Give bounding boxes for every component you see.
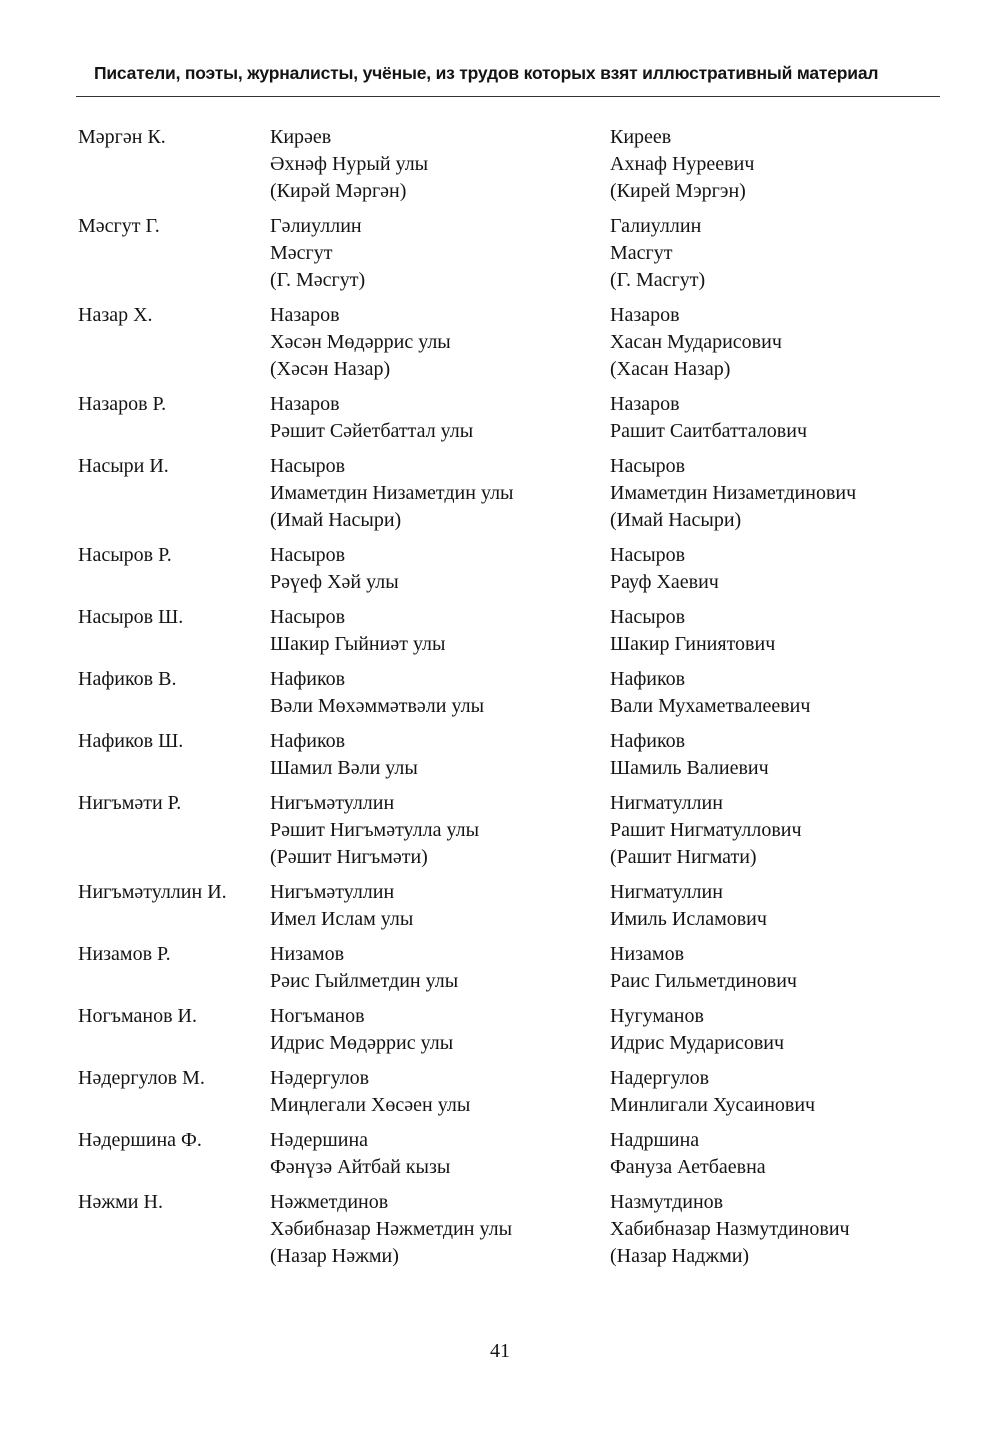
tatar-name-column <box>270 790 479 871</box>
russian-name-column <box>610 302 782 383</box>
tatar-name-line: Нафиков <box>270 730 346 752</box>
tatar-name-column <box>270 1003 453 1057</box>
tatar-name-line: (Хәсән Назар) <box>270 358 391 380</box>
russian-name-line: (Назар Наджми) <box>610 1245 750 1267</box>
russian-name-line: (Г. Масгут) <box>610 269 706 291</box>
russian-name-line: Насыров <box>610 544 686 566</box>
russian-name-line: Киреев <box>610 126 672 148</box>
russian-name-line: Нафиков <box>610 730 686 752</box>
russian-name-line: Назаров <box>610 393 680 415</box>
russian-name-line: Идрис Мударисович <box>610 1032 785 1054</box>
tatar-name-line: Нигъмәтуллин <box>270 792 395 814</box>
tatar-name-line: (Рәшит Нигъмәти) <box>270 846 428 868</box>
tatar-name-line: (Имай Насыри) <box>270 509 402 531</box>
russian-name-line: (Хасан Назар) <box>610 358 731 380</box>
russian-name-line: Насыров <box>610 606 686 628</box>
entry-row <box>78 1065 938 1119</box>
russian-name-line: Низамов <box>610 943 685 965</box>
tatar-name-line: Нәжметдинов <box>270 1191 389 1213</box>
entry-row <box>78 728 938 782</box>
russian-name-line: Рауф Хаевич <box>610 571 719 593</box>
russian-name-line: Рашит Нигматуллович <box>610 819 802 841</box>
russian-name-column <box>610 1189 850 1270</box>
russian-name-line: Минлигали Хусаинович <box>610 1094 816 1116</box>
russian-name-line: (Кирей Мэргэн) <box>610 180 746 202</box>
tatar-name-line: (Назар Нәжми) <box>270 1245 399 1267</box>
tatar-name-column <box>270 604 445 658</box>
russian-name-column <box>610 728 769 782</box>
tatar-name-line: Вәли Мөхәммәтвәли улы <box>270 695 485 717</box>
russian-name-line: (Рашит Нигмати) <box>610 846 757 868</box>
russian-name-line: Фануза Аетбаевна <box>610 1156 766 1178</box>
short-name: Насыри И. <box>78 455 169 477</box>
tatar-name-line: Хәбибназар Нәжметдин улы <box>270 1218 513 1240</box>
tatar-name-line: Кирәев <box>270 126 332 148</box>
short-name: Нигъмәти Р. <box>78 792 182 814</box>
entry-row <box>78 941 938 995</box>
tatar-name-column <box>270 213 365 294</box>
entry-row <box>78 213 938 294</box>
russian-name-line: Надршина <box>610 1129 700 1151</box>
tatar-name-line: Шакир Гыйниәт улы <box>270 633 446 655</box>
tatar-name-column <box>270 1127 450 1181</box>
russian-name-line: (Имай Насыри) <box>610 509 742 531</box>
tatar-name-line: Назаров <box>270 393 340 415</box>
entry-row <box>78 1127 938 1181</box>
russian-name-line: Ахнаф Нуреевич <box>610 153 755 175</box>
tatar-name-line: Хәсән Мөдәррис улы <box>270 331 451 353</box>
entry-row <box>78 542 938 596</box>
entry-row <box>78 302 938 383</box>
russian-name-column <box>610 124 754 205</box>
russian-name-line: Нигматуллин <box>610 881 723 903</box>
tatar-name-line: Имел Ислам улы <box>270 908 414 930</box>
tatar-name-column <box>270 1065 470 1119</box>
russian-name-line: Нигматуллин <box>610 792 723 814</box>
russian-name-column <box>610 1003 784 1057</box>
tatar-name-line: Мәсгут <box>270 242 333 264</box>
short-name: Назаров Р. <box>78 393 167 415</box>
tatar-name-column <box>270 666 484 720</box>
russian-name-line: Насыров <box>610 455 686 477</box>
russian-name-column <box>610 542 719 596</box>
tatar-name-line: Нафиков <box>270 668 346 690</box>
running-header <box>76 58 940 97</box>
entry-row <box>78 666 938 720</box>
tatar-name-line: Ногъманов <box>270 1005 365 1027</box>
short-name: Нафиков Ш. <box>78 730 184 752</box>
tatar-name-line: Насыров <box>270 544 346 566</box>
tatar-name-column <box>270 542 399 596</box>
short-name: Нафиков В. <box>78 668 177 690</box>
short-name: Мәсгут Г. <box>78 215 160 237</box>
tatar-name-line: Рәүеф Хәй улы <box>270 571 399 593</box>
russian-name-line: Имаметдин Низаметдинович <box>610 482 857 504</box>
tatar-name-line: Нәдергулов <box>270 1067 370 1089</box>
tatar-name-line: Фәнүзә Айтбай кызы <box>270 1156 451 1178</box>
tatar-name-line: Насыров <box>270 606 346 628</box>
short-name: Нигъмәтуллин И. <box>78 881 227 903</box>
russian-name-column <box>610 790 802 871</box>
russian-name-line: Вали Мухаметвалеевич <box>610 695 811 717</box>
header-title: Писатели, поэты, журналисты, учёные, из трудов которых взят иллюстративный материал <box>94 63 879 83</box>
russian-name-column <box>610 1065 815 1119</box>
russian-name-line: Надергулов <box>610 1067 710 1089</box>
tatar-name-line: Шамил Вәли улы <box>270 757 418 779</box>
short-name: Мәргән К. <box>78 126 166 148</box>
russian-name-column <box>610 666 810 720</box>
entry-row <box>78 879 938 933</box>
tatar-name-line: (Кирәй Мәргән) <box>270 180 407 202</box>
tatar-name-line: Нигъмәтуллин <box>270 881 395 903</box>
short-name: Назар Х. <box>78 304 153 326</box>
tatar-name-column <box>270 391 473 445</box>
russian-name-column <box>610 213 705 294</box>
russian-name-line: Рашит Саитбатталович <box>610 420 808 442</box>
tatar-name-column <box>270 728 418 782</box>
short-name: Нәдергулов М. <box>78 1067 205 1089</box>
russian-name-line: Шакир Гиниятович <box>610 633 776 655</box>
tatar-name-line: Идрис Мөдәррис улы <box>270 1032 454 1054</box>
tatar-name-line: Имаметдин Низаметдин улы <box>270 482 514 504</box>
tatar-name-column <box>270 453 514 534</box>
tatar-name-column <box>270 302 451 383</box>
russian-name-column <box>610 453 856 534</box>
short-name: Нәжми Н. <box>78 1191 163 1213</box>
short-name: Низамов Р. <box>78 943 171 965</box>
russian-name-line: Имиль Исламович <box>610 908 767 930</box>
entry-row <box>78 604 938 658</box>
russian-name-line: Галиуллин <box>610 215 702 237</box>
russian-name-line: Назаров <box>610 304 680 326</box>
russian-name-line: Раис Гильметдинович <box>610 970 797 992</box>
russian-name-line: Масгут <box>610 242 673 264</box>
russian-name-column <box>610 1127 766 1181</box>
page-number: 41 <box>490 1340 510 1362</box>
tatar-name-line: Низамов <box>270 943 345 965</box>
tatar-name-line: Әхнәф Нурый улы <box>270 153 429 175</box>
short-name: Насыров Р. <box>78 544 172 566</box>
tatar-name-line: Назаров <box>270 304 340 326</box>
short-name: Ногъманов И. <box>78 1005 197 1027</box>
tatar-name-line: Нәдершина <box>270 1129 369 1151</box>
short-name: Насыров Ш. <box>78 606 184 628</box>
russian-name-column <box>610 879 767 933</box>
tatar-name-line: Рәшит Нигъмәтулла улы <box>270 819 480 841</box>
tatar-name-column <box>270 124 428 205</box>
tatar-name-line: (Г. Мәсгут) <box>270 269 366 291</box>
russian-name-line: Нугуманов <box>610 1005 704 1027</box>
entry-row <box>78 790 938 871</box>
tatar-name-line: Гәлиуллин <box>270 215 362 237</box>
entries-list <box>78 124 938 1278</box>
entry-row <box>78 124 938 205</box>
tatar-name-line: Рәис Гыйлметдин улы <box>270 970 459 992</box>
russian-name-line: Назмутдинов <box>610 1191 724 1213</box>
short-name: Нәдершина Ф. <box>78 1129 202 1151</box>
tatar-name-line: Миңлегали Хөсәен улы <box>270 1094 471 1116</box>
russian-name-column <box>610 391 807 445</box>
tatar-name-column <box>270 879 413 933</box>
russian-name-line: Хасан Мударисович <box>610 331 782 353</box>
tatar-name-column <box>270 1189 512 1270</box>
russian-name-column <box>610 604 775 658</box>
russian-name-line: Нафиков <box>610 668 686 690</box>
tatar-name-column <box>270 941 458 995</box>
tatar-name-line: Рәшит Сәйетбаттал улы <box>270 420 474 442</box>
entry-row <box>78 391 938 445</box>
russian-name-line: Шамиль Валиевич <box>610 757 769 779</box>
tatar-name-line: Насыров <box>270 455 346 477</box>
russian-name-line: Хабибназар Назмутдинович <box>610 1218 850 1240</box>
russian-name-column <box>610 941 797 995</box>
entry-row <box>78 1189 938 1270</box>
entry-row <box>78 1003 938 1057</box>
entry-row <box>78 453 938 534</box>
